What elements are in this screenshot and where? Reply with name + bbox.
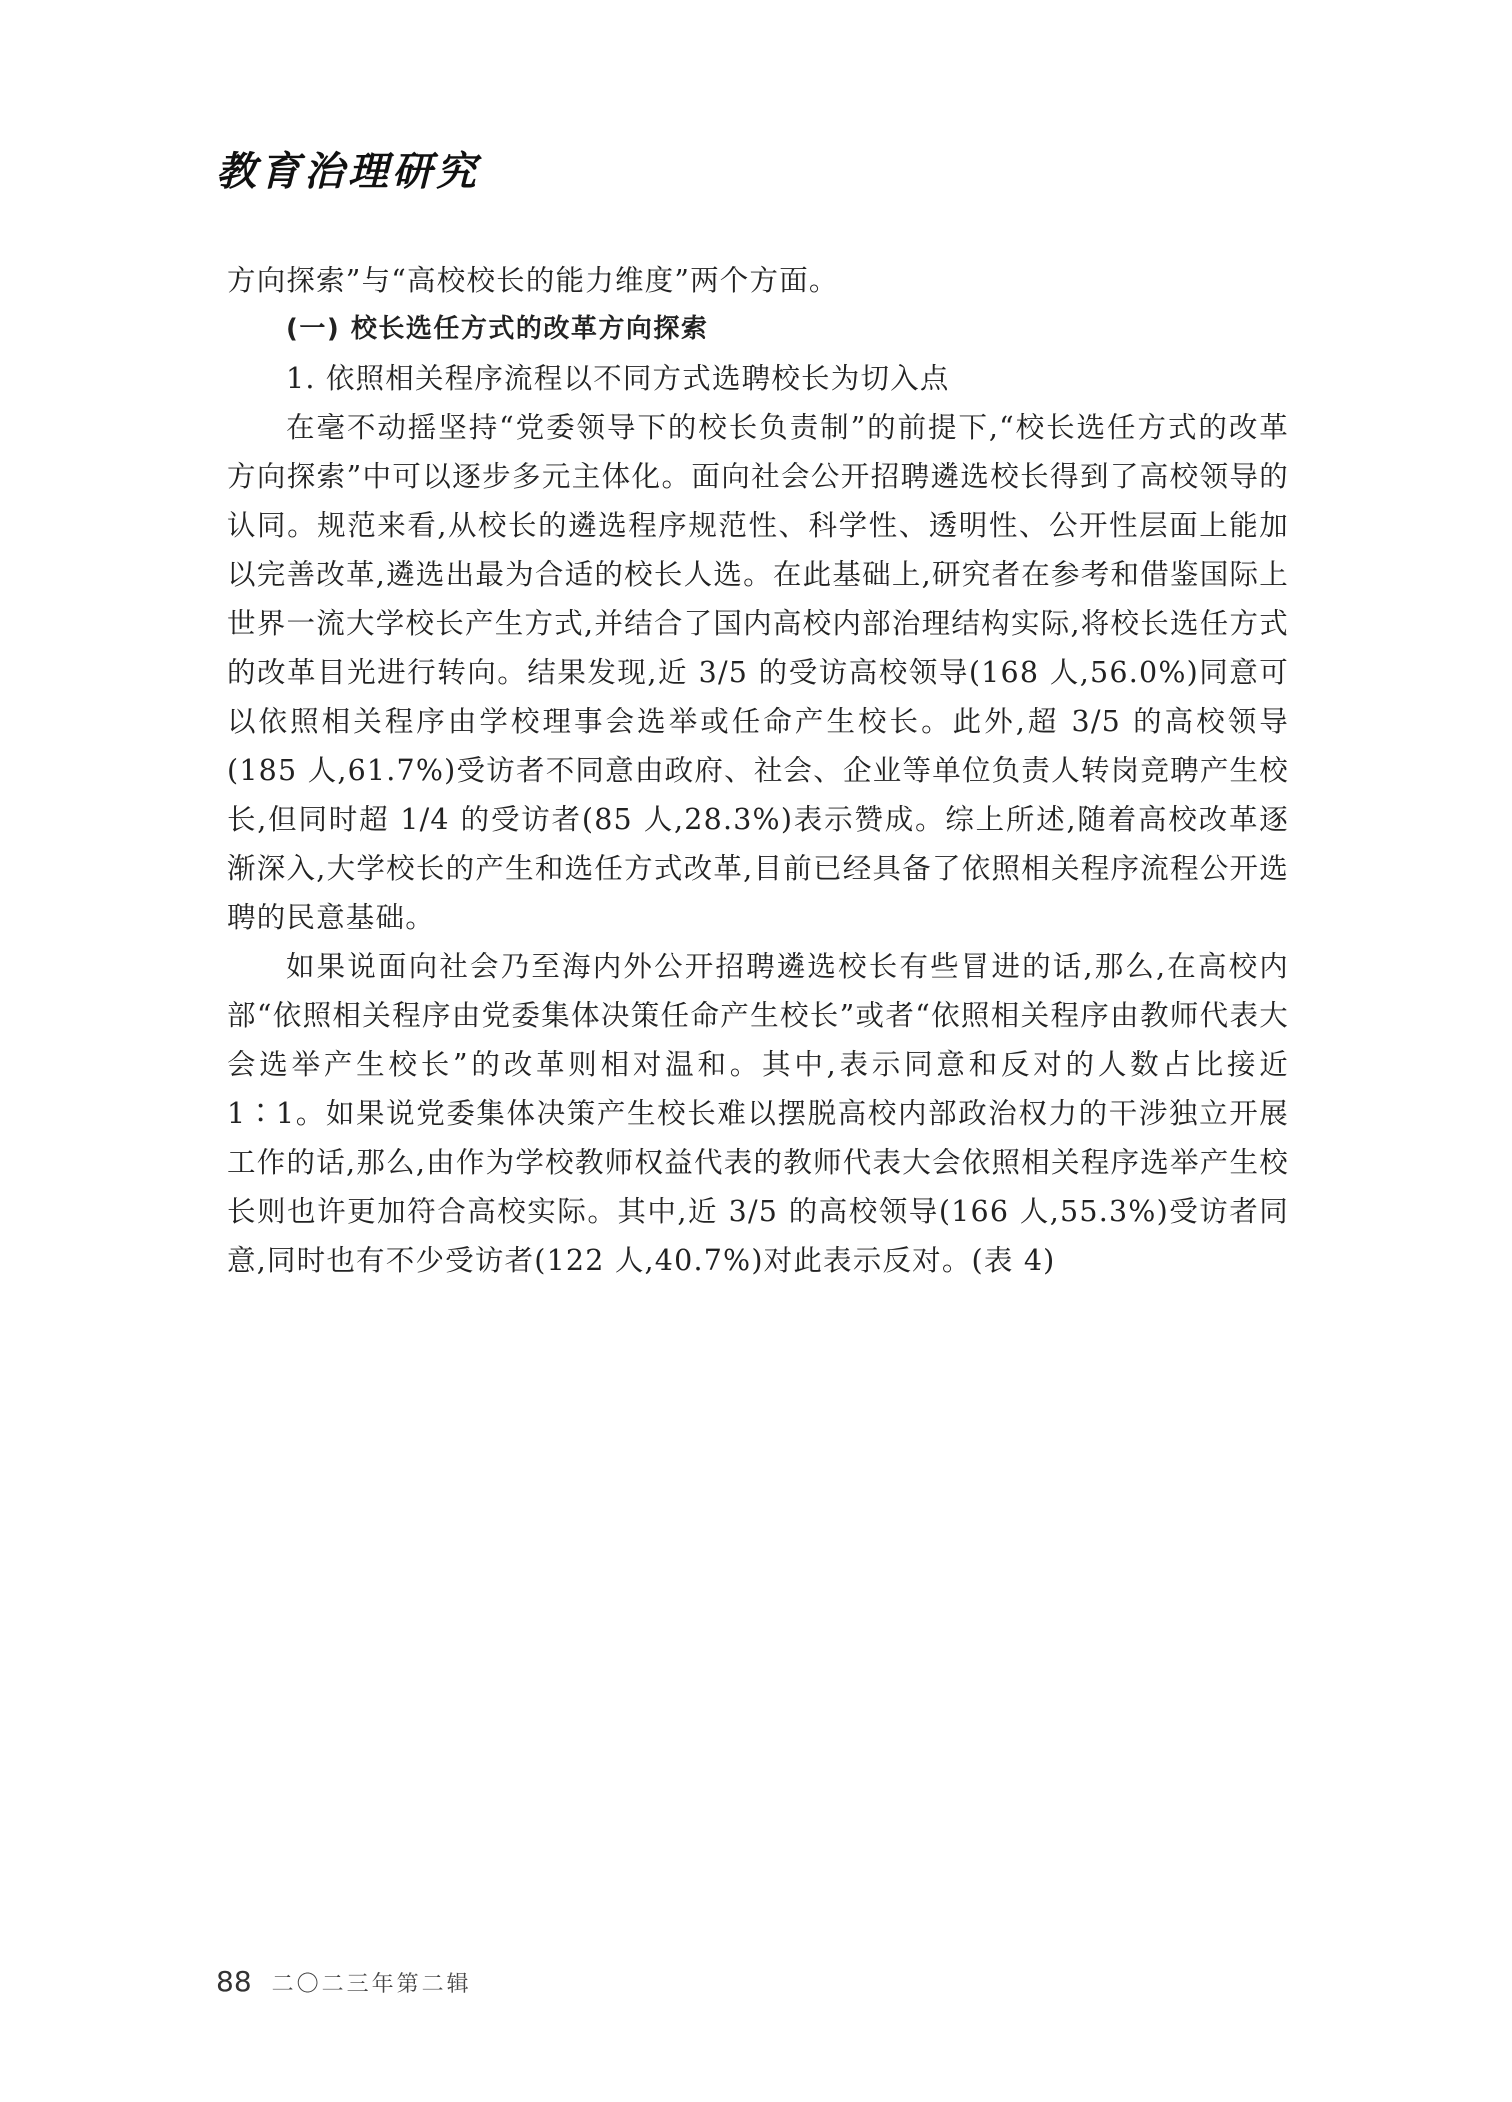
issue-label: 二〇二三年第二辑: [271, 1972, 472, 1997]
paragraph-2: 如果说面向社会乃至海内外公开招聘遴选校长有些冒进的话,那么,在高校内部“依照相关程序由党委集体决策任命产生校长”或者“依照相关程序由教师代表大会选举产生校长”的改革则相对温和。其中,表示同意和反对的人数占比接近 1∶1。如果说党委集体决策产生校长难以摆脱高校内部政治权力的干涉独立开展工作的话,那么,由作为学校教师权益代表的教师代表大会依照相关程序选举产生校长则也许更加符合高校实际。其中,近 3/5 的高校领导(166 人,55.3%)受访者同意,同时也有不少受访者(122 人,40.7%)对此表示反对。(表 4): [227, 950, 1289, 1277]
page-number: 88: [216, 1965, 252, 1998]
section-heading: (一) 校长选任方式的改革方向探索: [286, 314, 709, 344]
journal-title: 教育治理研究: [216, 148, 480, 195]
article-body: [227, 256, 1289, 1285]
page-footer: [216, 1965, 472, 1998]
continuation-text: 方向探索”与“高校校长的能力维度”两个方面。: [227, 264, 839, 297]
paragraph-1: 在毫不动摇坚持“党委领导下的校长负责制”的前提下,“校长选任方式的改革方向探索”中可以逐步多元主体化。面向社会公开招聘遴选校长得到了高校领导的认同。规范来看,从校长的遴选程序规范性、科学性、透明性、公开性层面上能加以完善改革,遴选出最为合适的校长人选。在此基础上,研究者在参考和借鉴国际上世界一流大学校长产生方式,并结合了国内高校内部治理结构实际,将校长选任方式的改革目光进行转向。结果发现,近 3/5 的受访高校领导(168 人,56.0%)同意可以依照相关程序由学校理事会选举或任命产生校长。此外,超 3/5 的高校领导(185 人,61.7%)受访者不同意由政府、社会、企业等单位负责人转岗竞聘产生校长,但同时超 1/4 的受访者(85 人,28.3%)表示赞成。综上所述,随着高校改革逐渐深入,大学校长的产生和选任方式改革,目前已经具备了依照相关程序流程公开选聘的民意基础。: [227, 411, 1289, 934]
subheading: 1. 依照相关程序流程以不同方式选聘校长为切入点: [286, 362, 950, 395]
